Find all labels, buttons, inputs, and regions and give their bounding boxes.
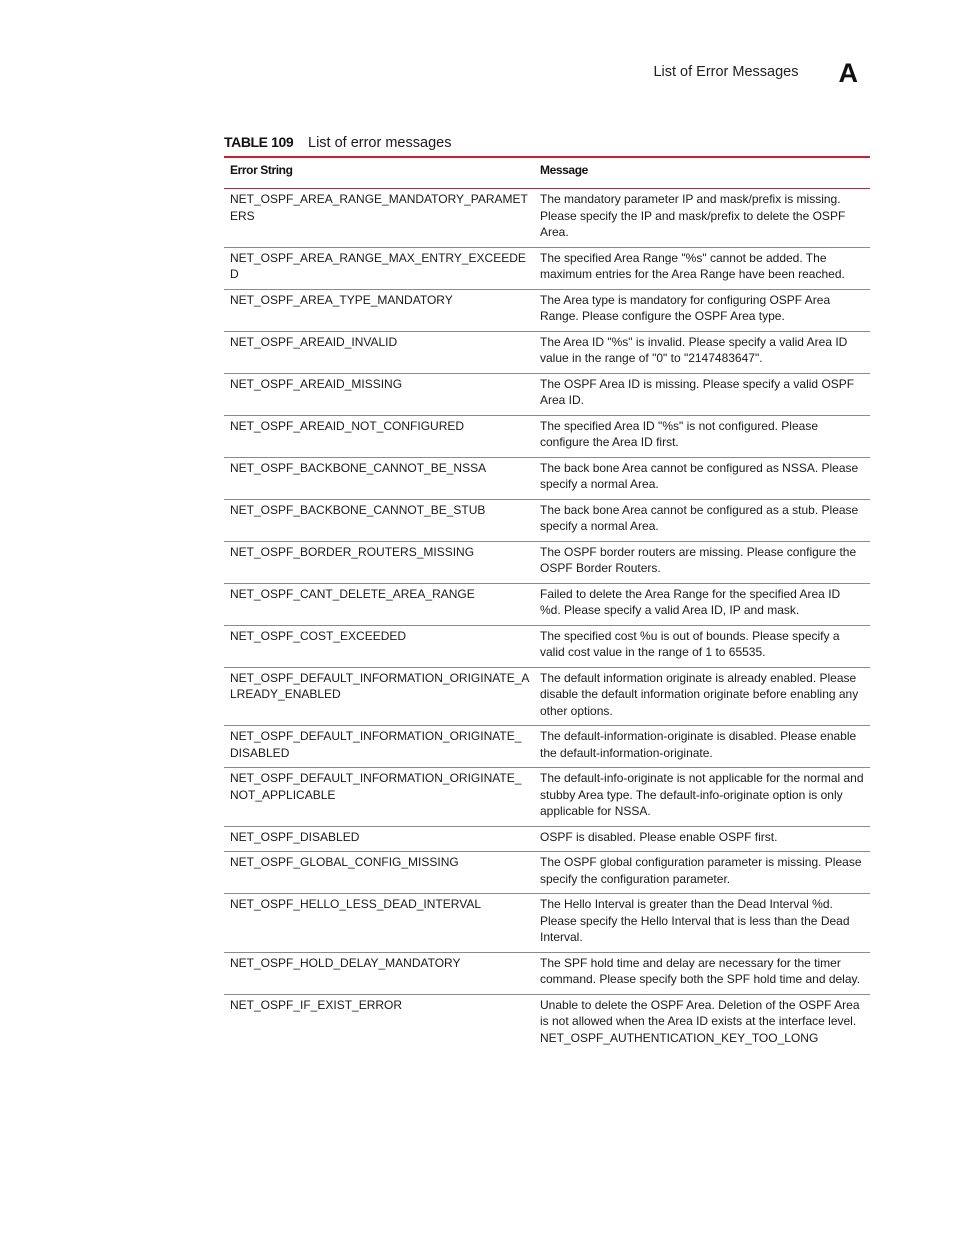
table-row <box>224 625 870 667</box>
error-string-cell: NET_OSPF_BACKBONE_CANNOT_BE_NSSA <box>224 457 534 499</box>
error-string-cell: NET_OSPF_CANT_DELETE_AREA_RANGE <box>224 583 534 625</box>
table-title: List of error messages <box>308 135 452 151</box>
message-text: Unable to delete the OSPF Area. Deletion of the OSPF Area is not allowed when the Area ID exists at the interface level. <box>540 997 860 1028</box>
error-string-cell: NET_OSPF_AREAID_MISSING <box>224 373 534 415</box>
error-string-cell: NET_OSPF_DEFAULT_INFORMATION_ORIGINATE_ALREADY_ENABLED <box>224 667 534 726</box>
column-header-message: Message <box>534 157 870 189</box>
table-row <box>224 373 870 415</box>
error-string-cell: NET_OSPF_AREA_RANGE_MANDATORY_PARAMETERS <box>224 189 534 248</box>
message-text: The OSPF border routers are missing. Please configure the OSPF Border Routers. <box>540 544 857 575</box>
message-cell <box>534 667 870 726</box>
table-row <box>224 768 870 827</box>
error-string-cell: NET_OSPF_COST_EXCEEDED <box>224 625 534 667</box>
table-row <box>224 499 870 541</box>
error-string-cell: NET_OSPF_HELLO_LESS_DEAD_INTERVAL <box>224 894 534 953</box>
table-header-row <box>224 157 870 189</box>
table-row <box>224 189 870 248</box>
message-cell <box>534 826 870 852</box>
column-header-error-string: Error String <box>224 157 534 189</box>
error-string-cell: NET_OSPF_GLOBAL_CONFIG_MISSING <box>224 852 534 894</box>
message-cell <box>534 415 870 457</box>
message-cell <box>534 247 870 289</box>
message-text: The default-information-originate is disabled. Please enable the default-information-originate. <box>540 729 857 760</box>
error-string-cell: NET_OSPF_HOLD_DELAY_MANDATORY <box>224 952 534 994</box>
message-cell <box>534 994 870 1052</box>
message-text: The back bone Area cannot be configured as NSSA. Please specify a normal Area. <box>540 460 859 491</box>
message-text: The Hello Interval is greater than the Dead Interval %d. Please specify the Hello Interval that is less than the Dead Interval. <box>540 897 850 944</box>
error-string-cell: NET_OSPF_AREAID_INVALID <box>224 331 534 373</box>
message-text: The mandatory parameter IP and mask/prefix is missing. Please specify the IP and mask/prefix to delete the OSPF Area. <box>540 192 846 239</box>
table-row <box>224 826 870 852</box>
error-messages-table <box>224 156 870 1052</box>
message-cell <box>534 499 870 541</box>
table-row <box>224 331 870 373</box>
message-cell <box>534 952 870 994</box>
table-row <box>224 894 870 953</box>
message-text: The SPF hold time and delay are necessary for the timer command. Please specify both the SPF hold time and delay. <box>540 955 860 986</box>
message-cell <box>534 583 870 625</box>
message-text: OSPF is disabled. Please enable OSPF first. <box>540 829 778 844</box>
table-body <box>224 189 870 1053</box>
message-cell <box>534 289 870 331</box>
table-row <box>224 541 870 583</box>
table-caption <box>224 134 451 151</box>
table-row <box>224 247 870 289</box>
message-text: The default information originate is already enabled. Please disable the default information originate before enabling any other options. <box>540 670 859 718</box>
error-string-cell: NET_OSPF_BORDER_ROUTERS_MISSING <box>224 541 534 583</box>
message-cell <box>534 373 870 415</box>
error-string-cell: NET_OSPF_DISABLED <box>224 826 534 852</box>
error-string-cell: NET_OSPF_AREA_RANGE_MAX_ENTRY_EXCEEDED <box>224 247 534 289</box>
message-cell <box>534 625 870 667</box>
message-cell <box>534 331 870 373</box>
message-text: The specified Area Range "%s" cannot be added. The maximum entries for the Area Range have been reached. <box>540 250 845 281</box>
message-cell <box>534 768 870 827</box>
message-text: Failed to delete the Area Range for the specified Area ID %d. Please specify a valid Area ID, IP and mask. <box>540 586 841 617</box>
appendix-letter: A <box>838 58 858 88</box>
message-cell <box>534 894 870 953</box>
page-header <box>653 58 858 89</box>
message-cell <box>534 541 870 583</box>
message-text: The Area ID "%s" is invalid. Please specify a valid Area ID value in the range of "0" to "2147483647". <box>540 334 848 365</box>
header-title: List of Error Messages <box>653 64 799 80</box>
table-number: TABLE 109 <box>224 134 294 150</box>
message-cell <box>534 189 870 248</box>
message-text: The specified cost %u is out of bounds. Please specify a valid cost value in the range of 1 to 65535. <box>540 628 840 659</box>
error-string-cell: NET_OSPF_DEFAULT_INFORMATION_ORIGINATE_NOT_APPLICABLE <box>224 768 534 827</box>
table-row <box>224 726 870 768</box>
error-string-cell: NET_OSPF_AREAID_NOT_CONFIGURED <box>224 415 534 457</box>
message-extra-text: NET_OSPF_AUTHENTICATION_KEY_TOO_LONG <box>540 1030 819 1045</box>
table-row <box>224 667 870 726</box>
table-row <box>224 994 870 1052</box>
message-text: The OSPF Area ID is missing. Please specify a valid OSPF Area ID. <box>540 376 855 407</box>
error-string-cell: NET_OSPF_DEFAULT_INFORMATION_ORIGINATE_DISABLED <box>224 726 534 768</box>
table-row <box>224 852 870 894</box>
table-row <box>224 583 870 625</box>
table-row <box>224 952 870 994</box>
message-text: The OSPF global configuration parameter is missing. Please specify the configuration parameter. <box>540 855 862 886</box>
message-text: The specified Area ID "%s" is not configured. Please configure the Area ID first. <box>540 418 818 449</box>
error-string-cell: NET_OSPF_AREA_TYPE_MANDATORY <box>224 289 534 331</box>
error-string-cell: NET_OSPF_BACKBONE_CANNOT_BE_STUB <box>224 499 534 541</box>
error-string-cell: NET_OSPF_IF_EXIST_ERROR <box>230 997 403 1012</box>
message-text: The Area type is mandatory for configuring OSPF Area Range. Please configure the OSPF Area type. <box>540 292 831 323</box>
table-row <box>224 289 870 331</box>
message-text: The back bone Area cannot be configured as a stub. Please specify a normal Area. <box>540 502 859 533</box>
message-text: The default-info-originate is not applicable for the normal and stubby Area type. The default-info-originate option is only applicable for NSSA. <box>540 771 864 818</box>
message-cell <box>534 852 870 894</box>
table-row <box>224 415 870 457</box>
message-cell <box>534 726 870 768</box>
message-cell <box>534 457 870 499</box>
table-row <box>224 457 870 499</box>
